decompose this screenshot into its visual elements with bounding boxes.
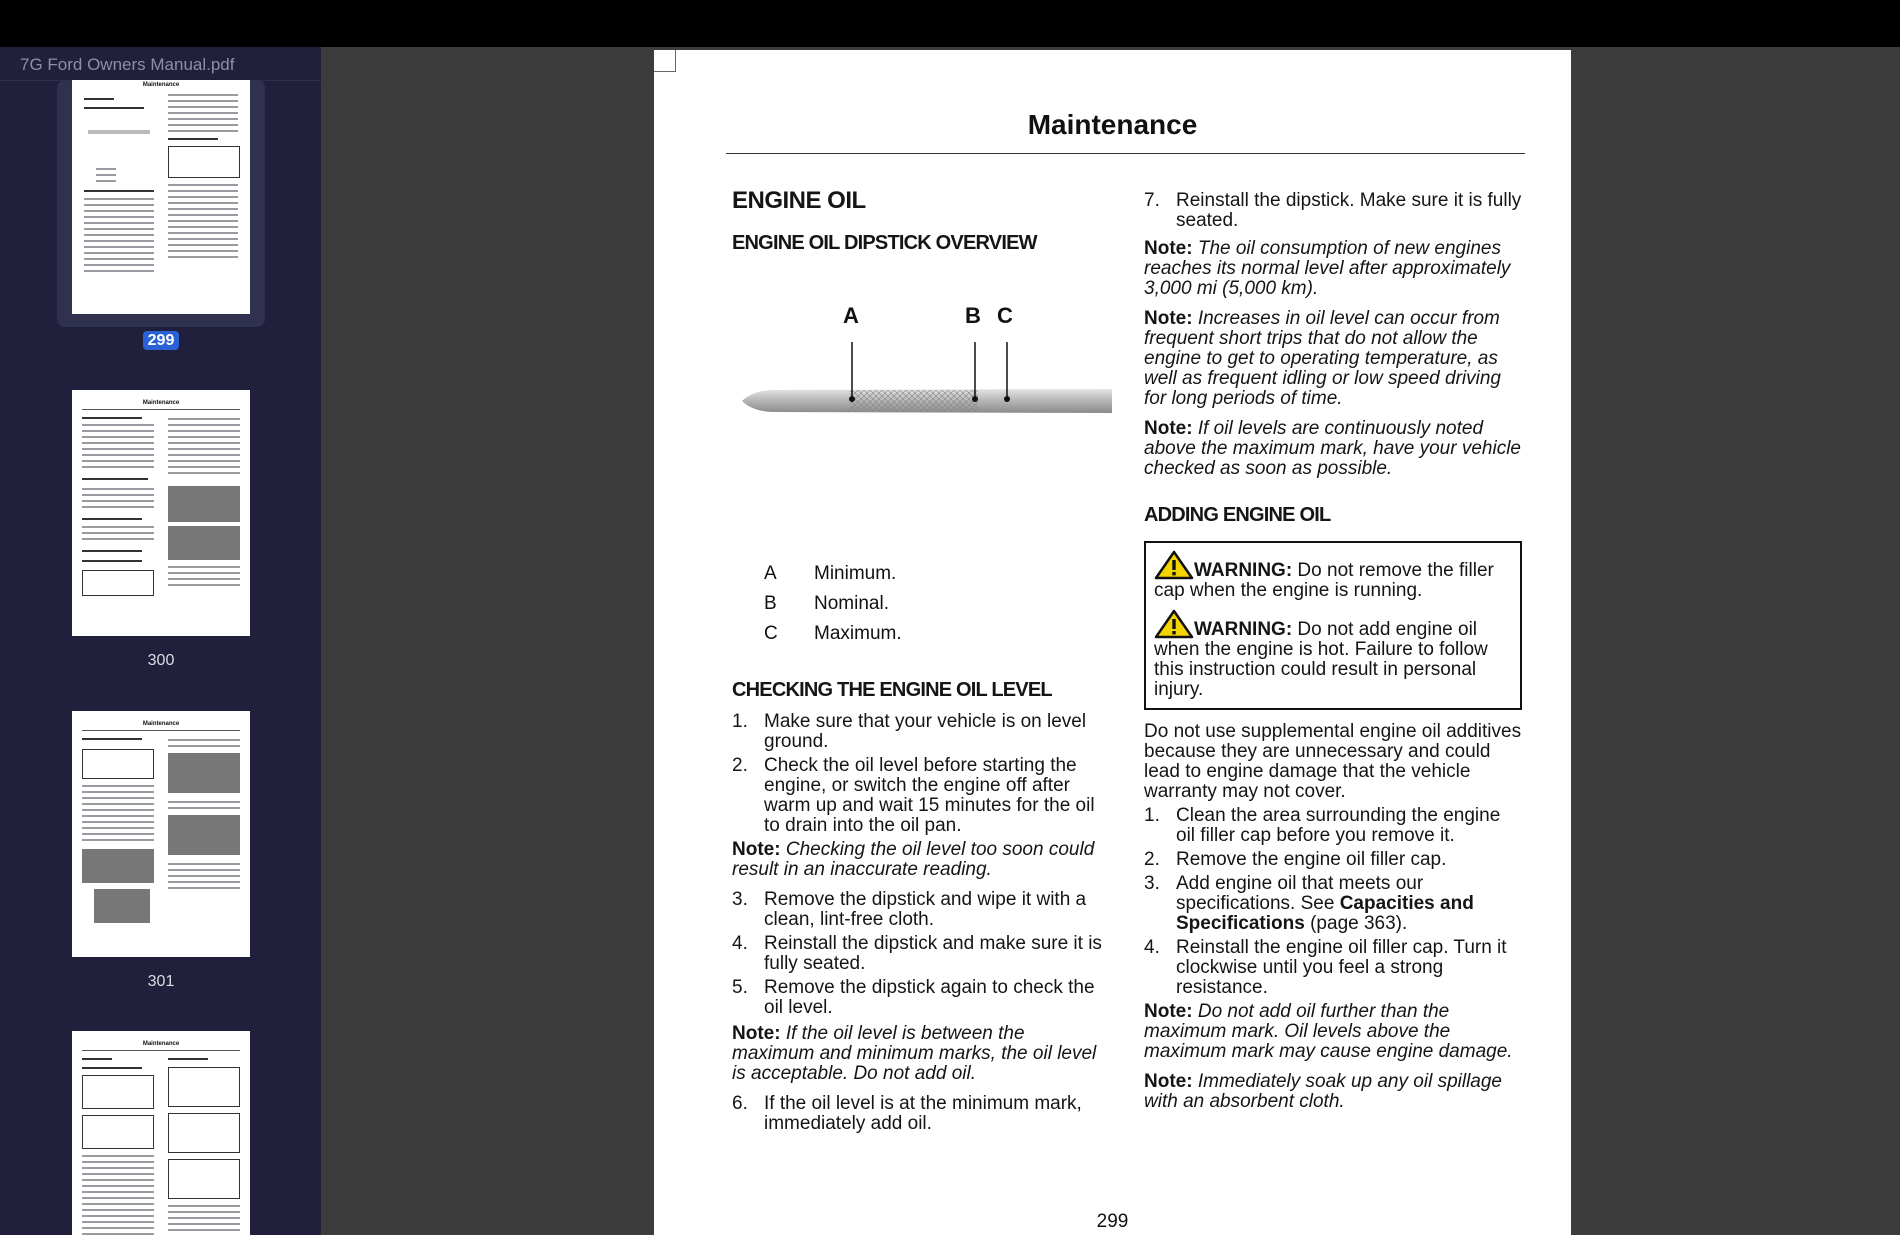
legend-key: A <box>764 563 777 584</box>
note: Note: Do not add oil further than the maximum mark. Oil levels above the maximum mark may cause engine damage. <box>1144 1001 1513 1062</box>
heading-checking-oil-level: CHECKING THE ENGINE OIL LEVEL <box>732 679 1052 701</box>
window-top-bar <box>0 0 1900 47</box>
note: Note: Increases in oil level can occur from frequent short trips that do not allow the engine to get to operating temperature, as well as frequent idling or low speed driving for long periods of time. <box>1144 308 1501 409</box>
legend-row <box>764 563 1064 593</box>
warning-item: WARNING: Do not add engine oil when the engine is hot. Failure to follow this instruction could result in personal injury. <box>1154 609 1514 700</box>
legend-key: B <box>764 593 777 614</box>
thumbnail-page-300[interactable] <box>57 390 265 690</box>
legend-text: Nominal. <box>814 593 889 614</box>
thumbnail-image <box>72 711 250 957</box>
list-item: 1. Clean the area surrounding the engine oil filler cap before you remove it. <box>1144 805 1501 846</box>
warning-item: WARNING: Do not remove the filler cap when the engine is running. <box>1154 550 1514 601</box>
list-item: 6. If the oil level is at the minimum mark, immediately add oil. <box>732 1093 1082 1134</box>
document-filename: 7G Ford Owners Manual.pdf <box>0 47 321 81</box>
legend-row <box>764 623 1064 653</box>
list-item: 1. Make sure that your vehicle is on level ground. <box>732 711 1087 752</box>
legend-row <box>764 593 1064 623</box>
diagram-legend <box>764 563 1064 653</box>
thumbnail-page-299[interactable] <box>57 80 265 349</box>
warning-box <box>1144 541 1522 710</box>
note: Note: Checking the oil level too soon could result in an inaccurate reading. <box>732 839 1095 880</box>
thumbnail-page-number: 300 <box>147 652 175 669</box>
thumbnail-title: Maintenance <box>142 400 180 406</box>
heading-dipstick-overview: ENGINE OIL DIPSTICK OVERVIEW <box>732 232 1037 254</box>
page-number: 299 <box>1096 1211 1129 1232</box>
thumbnail-page-number: 299 <box>57 332 265 350</box>
thumbnail-page-number: 301 <box>147 973 175 990</box>
page-title: Maintenance <box>1027 109 1198 140</box>
legend-text: Minimum. <box>814 563 897 584</box>
checking-section <box>732 680 1112 1138</box>
thumbnail-sidebar[interactable] <box>0 47 321 1235</box>
legend-key: C <box>764 623 778 644</box>
dipstick-diagram <box>732 300 1112 430</box>
list-item: 2. Remove the engine oil filler cap. <box>1144 849 1447 870</box>
dipstick-illustration <box>732 300 1112 430</box>
thumbnail-title: Maintenance <box>142 1041 180 1047</box>
warning-triangle-icon <box>1154 550 1194 580</box>
left-column <box>732 187 1112 254</box>
heading-engine-oil: ENGINE OIL <box>732 187 866 214</box>
thumbnail-title: Maintenance <box>142 82 180 88</box>
note: Note: If the oil level is between the maximum and minimum marks, the oil level is acceptable. Do not add oil. <box>732 1023 1097 1084</box>
list-item: 4. Reinstall the dipstick and make sure it is fully seated. <box>732 933 1102 974</box>
list-item: 3. Add engine oil that meets our specifications. See Capacities and Specifications (page 363). <box>1144 873 1474 934</box>
list-item: 7. Reinstall the dipstick. Make sure it is fully seated. <box>1144 190 1522 231</box>
paragraph: Do not use supplemental engine oil additives because they are unnecessary and could lead to engine damage that the vehicle warranty may not cover. <box>1144 721 1522 802</box>
thumbnail-image <box>72 390 250 636</box>
thumbnail-page-301[interactable] <box>57 711 265 1011</box>
title-divider <box>726 153 1525 154</box>
legend-text: Maximum. <box>814 623 902 644</box>
list-item: 2. Check the oil level before starting the engine, or switch the engine off after warm up and wait 15 minutes for the oil to drain into the oil pan. <box>732 755 1095 836</box>
warning-triangle-icon <box>1154 609 1194 639</box>
page-corner-mark <box>654 50 676 72</box>
note: Note: The oil consumption of new engines reaches its normal level after approximately 3,000 mi (5,000 km). <box>1144 238 1511 299</box>
diagram-label-a: A <box>843 303 859 328</box>
list-item: 4. Reinstall the engine oil filler cap. Turn it clockwise until you feel a strong resistance. <box>1144 937 1507 998</box>
right-column <box>1144 191 1522 1122</box>
diagram-label-b: B <box>965 303 981 328</box>
thumbnail-page-302[interactable] <box>57 1031 265 1235</box>
list-item: 3. Remove the dipstick and wipe it with a clean, lint-free cloth. <box>732 889 1087 930</box>
note: Note: Immediately soak up any oil spillage with an absorbent cloth. <box>1144 1071 1502 1112</box>
document-viewer[interactable] <box>321 47 1900 1235</box>
heading-adding-engine-oil: ADDING ENGINE OIL <box>1144 504 1331 526</box>
list-item: 5. Remove the dipstick again to check the oil level. <box>732 977 1095 1018</box>
note: Note: If oil levels are continuously noted above the maximum mark, have your vehicle checked as soon as possible. <box>1144 418 1521 479</box>
thumbnail-title: Maintenance <box>142 721 180 727</box>
thumbnail-image <box>72 1031 250 1235</box>
diagram-label-c: C <box>997 303 1013 328</box>
cross-reference-link[interactable]: Capacities and Specifications <box>1176 893 1474 934</box>
pdf-page <box>654 50 1571 1235</box>
thumbnail-image <box>72 80 250 314</box>
